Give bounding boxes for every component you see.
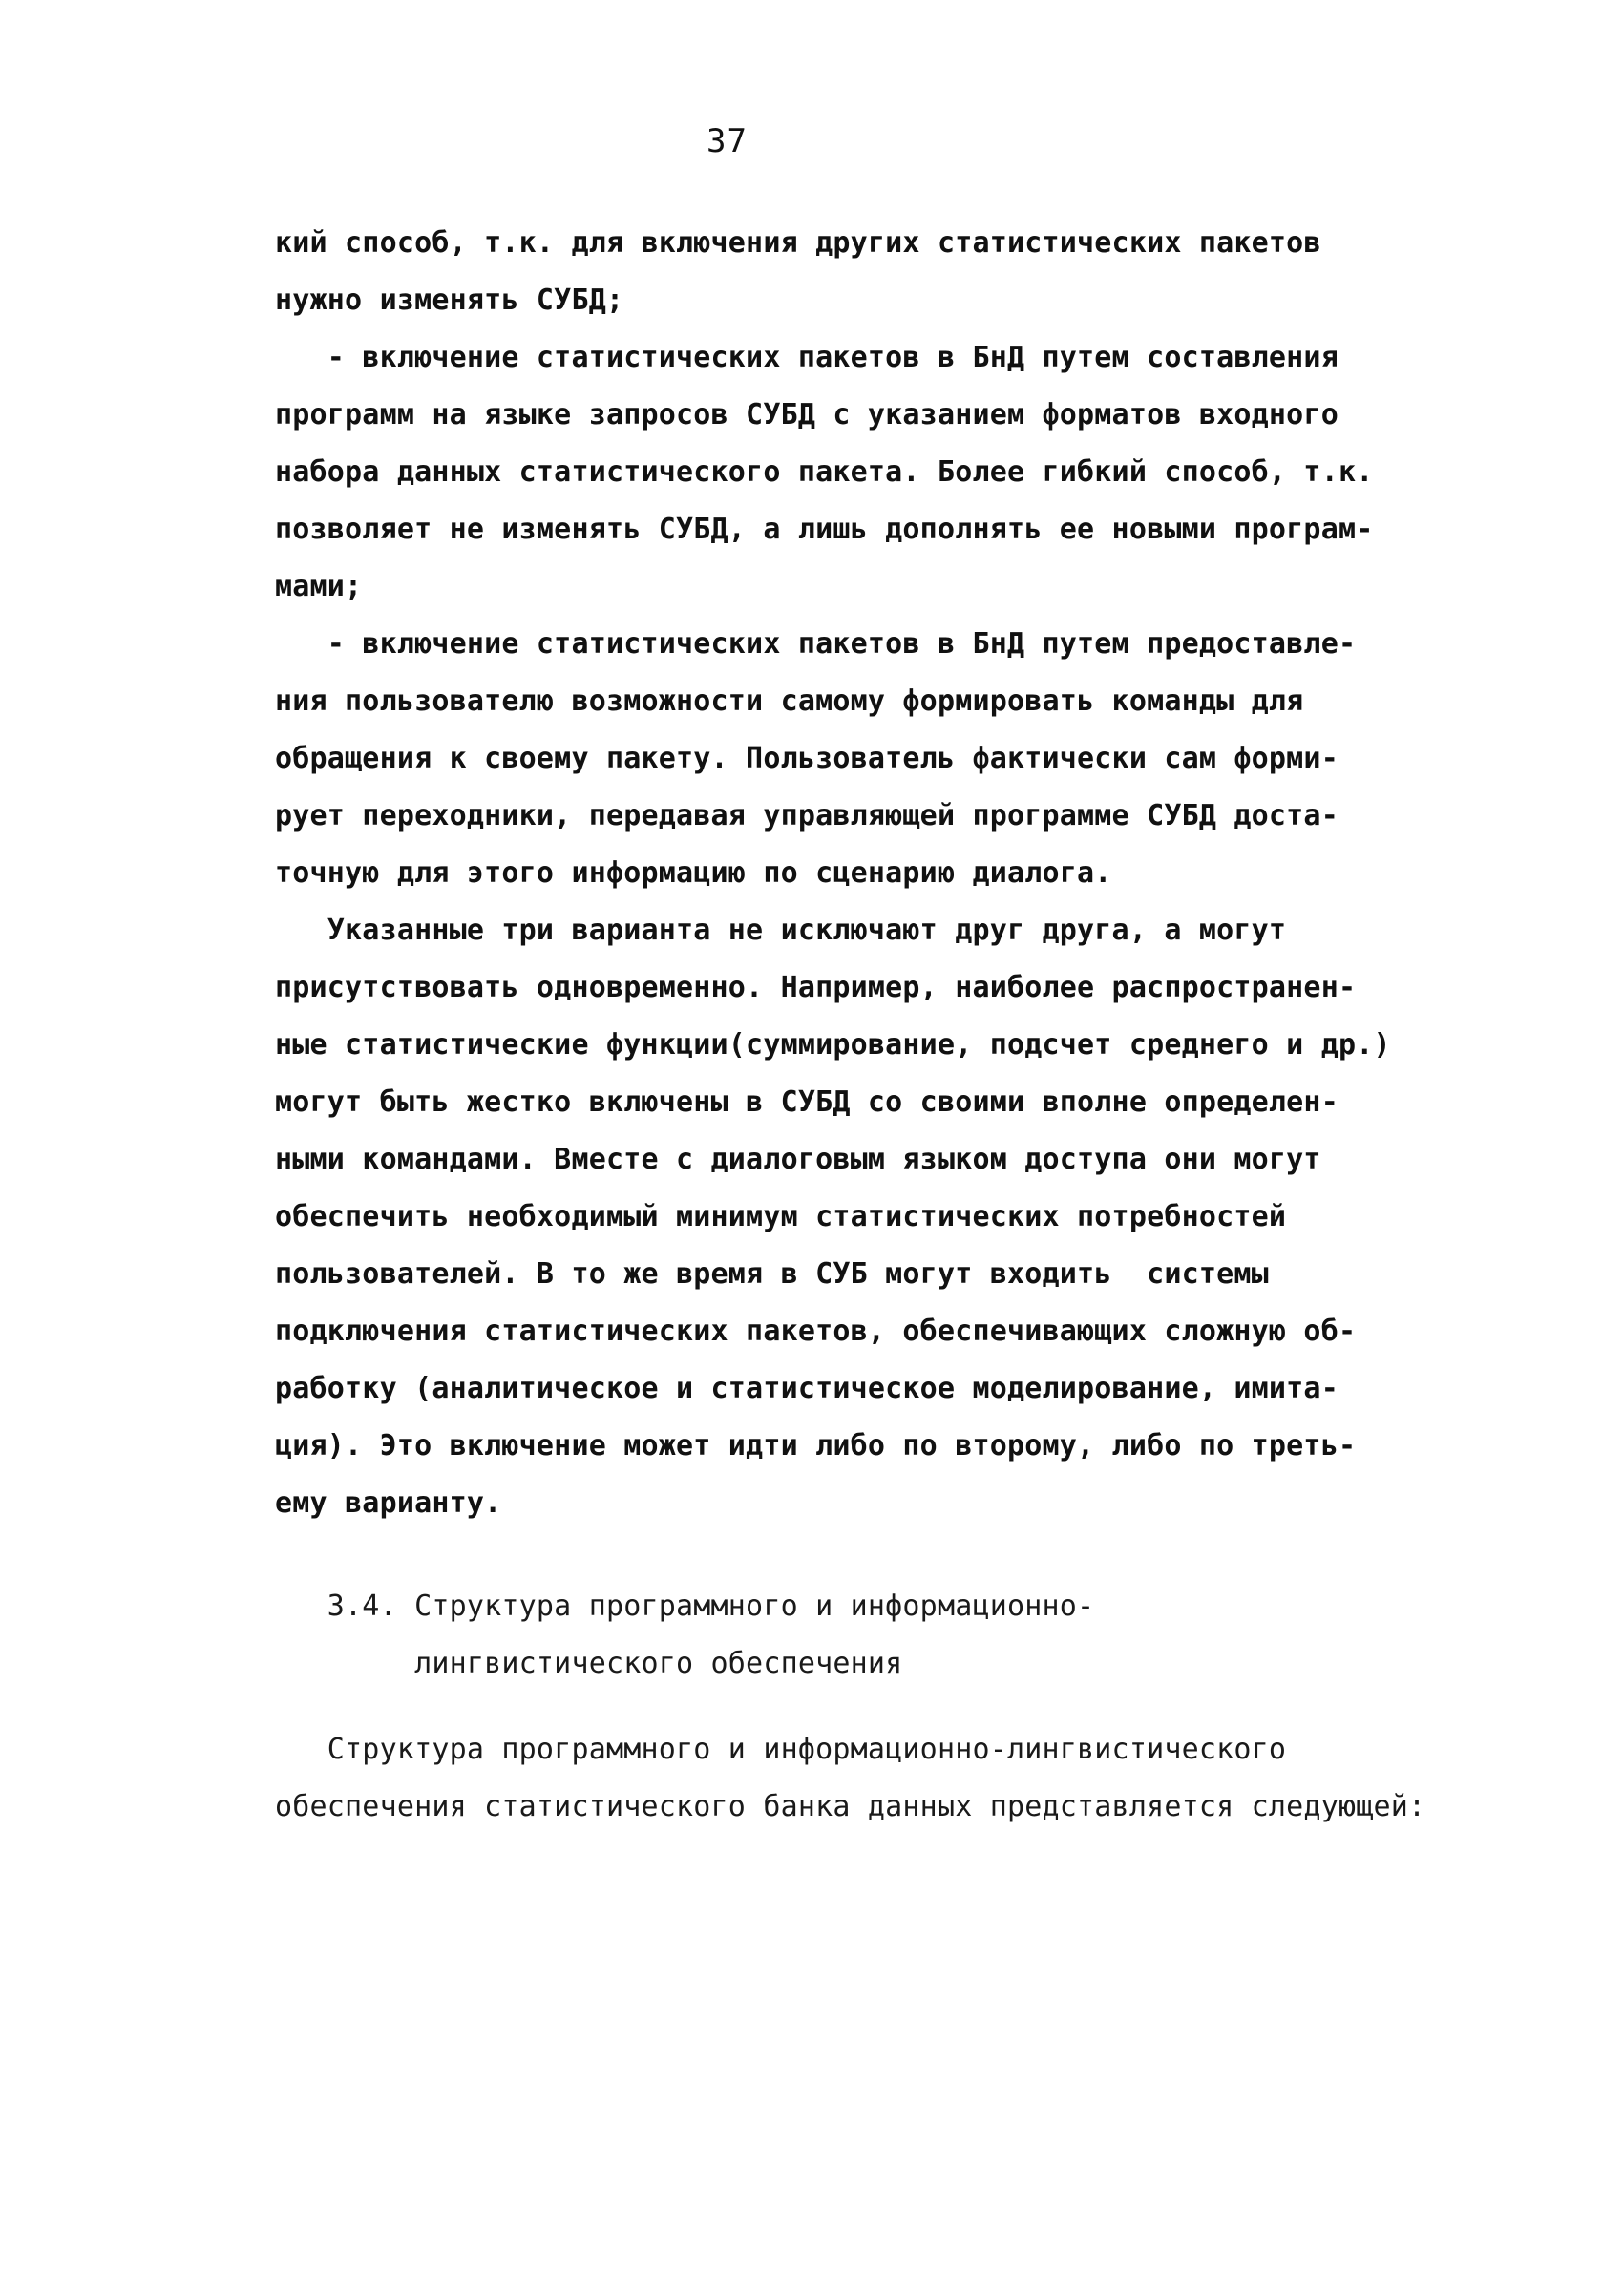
page-number: 37 — [707, 122, 748, 160]
text-line: Указанные три варианта не исключают друг друга, а могут — [275, 914, 1287, 947]
text-line: позволяет не изменять СУБД, а лишь дополнять ее новыми програм- — [275, 513, 1374, 546]
text-line: ными командами. Вместе с диалоговым языком доступа они могут — [275, 1143, 1321, 1176]
text-line: присутствовать одновременно. Например, наиболее распространен- — [275, 971, 1357, 1004]
text-line: ния пользователю возможности самому формировать команды для — [275, 684, 1304, 718]
text-line: пользователей. В то же время в СУБ могут входить системы — [275, 1257, 1269, 1291]
text-line: ему варианту. — [275, 1486, 502, 1520]
text-line: точную для этого информацию по сценарию диалога. — [275, 856, 1112, 890]
text-line: набора данных статистического пакета. Более гибкий способ, т.к. — [275, 455, 1374, 489]
text-line: могут быть жестко включены в СУБД со своими вполне определен- — [275, 1085, 1339, 1119]
text-line: обеспечить необходимый минимум статистических потребностей — [275, 1200, 1287, 1233]
text-line: рует переходники, передавая управляющей программе СУБД доста- — [275, 799, 1339, 832]
text-line: обращения к своему пакету. Пользователь фактически сам форми- — [275, 742, 1339, 775]
text-line: - включение статистических пакетов в БнД путем составления — [275, 341, 1339, 374]
closing-text-line: обеспечения статистического банка данных представляется следующей: — [275, 1790, 1426, 1823]
text-line: мами; — [275, 570, 363, 603]
text-line: ция). Это включение может идти либо по второму, либо по треть- — [275, 1429, 1357, 1463]
text-line: - включение статистических пакетов в БнД путем предоставле- — [275, 627, 1357, 661]
text-line: ные статистические функции(суммирование, подсчет среднего и др.) — [275, 1028, 1391, 1062]
text-line: программ на языке запросов СУБД с указанием форматов входного — [275, 398, 1339, 432]
text-line: нужно изменять СУБД; — [275, 284, 624, 317]
closing-text-line: Структура программного и информационно-лингвистического — [275, 1733, 1287, 1766]
section-heading-line-1: 3.4. Структура программного и информационно- — [275, 1590, 1095, 1623]
section-heading-line-2: лингвистического обеспечения — [275, 1647, 903, 1680]
text-line: работку (аналитическое и статистическое моделирование, имита- — [275, 1372, 1339, 1405]
text-line: подключения статистических пакетов, обеспечивающих сложную об- — [275, 1315, 1357, 1348]
text-line: кий способ, т.к. для включения других статистических пакетов — [275, 226, 1321, 260]
